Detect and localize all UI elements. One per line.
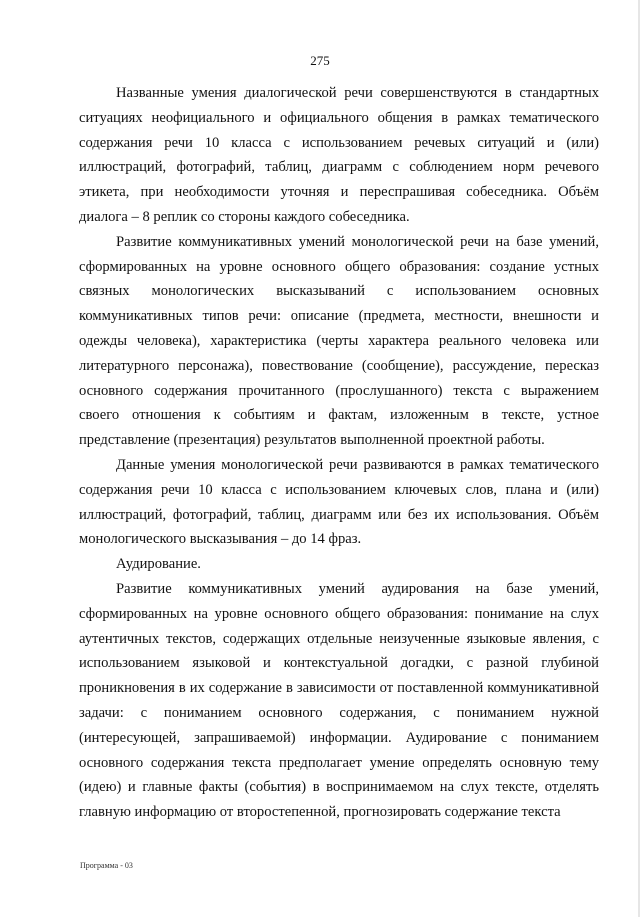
page-number: 275 [310, 53, 330, 68]
footer-mark: Программа - 03 [80, 861, 133, 870]
paragraph-listening-development: Развитие коммуникативных умений аудирования на базе умений, сформированных на уровне основного общего образования: понимание на слух аутентичных текстов, содержащих отдельные неизученные языковые явления, с использованием языковой и контекстуальной догадки, с разной глубиной проникновения в их содержание в зависимости от поставленной коммуникативной задачи: с пониманием основного содержания, с пониманием нужной (интересующей, запрашиваемой) информации. Аудирование с пониманием основного содержания текста предполагает умение определять основную тему (идею) и главные факты (события) в воспринимаемом на слух тексте, отделять главную информацию от второстепенной, прогнозировать содержание текста [79, 580, 599, 821]
body-text [79, 81, 599, 825]
paragraph-dialogue-skills: Названные умения диалогической речи совершенствуются в стандартных ситуациях неофициального и официального общения в рамках тематического содержания речи 10 класса с использованием речевых ситуаций и (или) иллюстраций, фотографий, таблиц, диаграмм с соблюдением норм речевого этикета, при необходимости уточняя и переспрашивая собеседника. Объём диалога – 8 реплик со стороны каждого собеседника. [79, 85, 599, 225]
paragraph-monologue-development: Развитие коммуникативных умений монологической речи на базе умений, сформированных на уровне основного общего образования: создание устных связных монологических высказываний с использованием основных коммуникативных типов речи: описание (предмета, местности, внешности и одежды человека), характеристика (черты характера реального человека или литературного персонажа), повествование (сообщение), рассуждение, пересказ основного содержания прочитанного (прослушанного) текста с выражением своего отношения к событиям и фактам, изложенным в тексте, устное представление (презентация) результатов выполненной проектной работы. [79, 233, 599, 449]
section-heading-listening: Аудирование. [116, 556, 201, 573]
paragraph-monologue-scope: Данные умения монологической речи развиваются в рамках тематического содержания речи 10 класса с использованием ключевых слов, плана и (или) иллюстраций, фотографий, таблиц, диаграмм или без их использования. Объём монологического высказывания – до 14 фраз. [79, 456, 599, 548]
